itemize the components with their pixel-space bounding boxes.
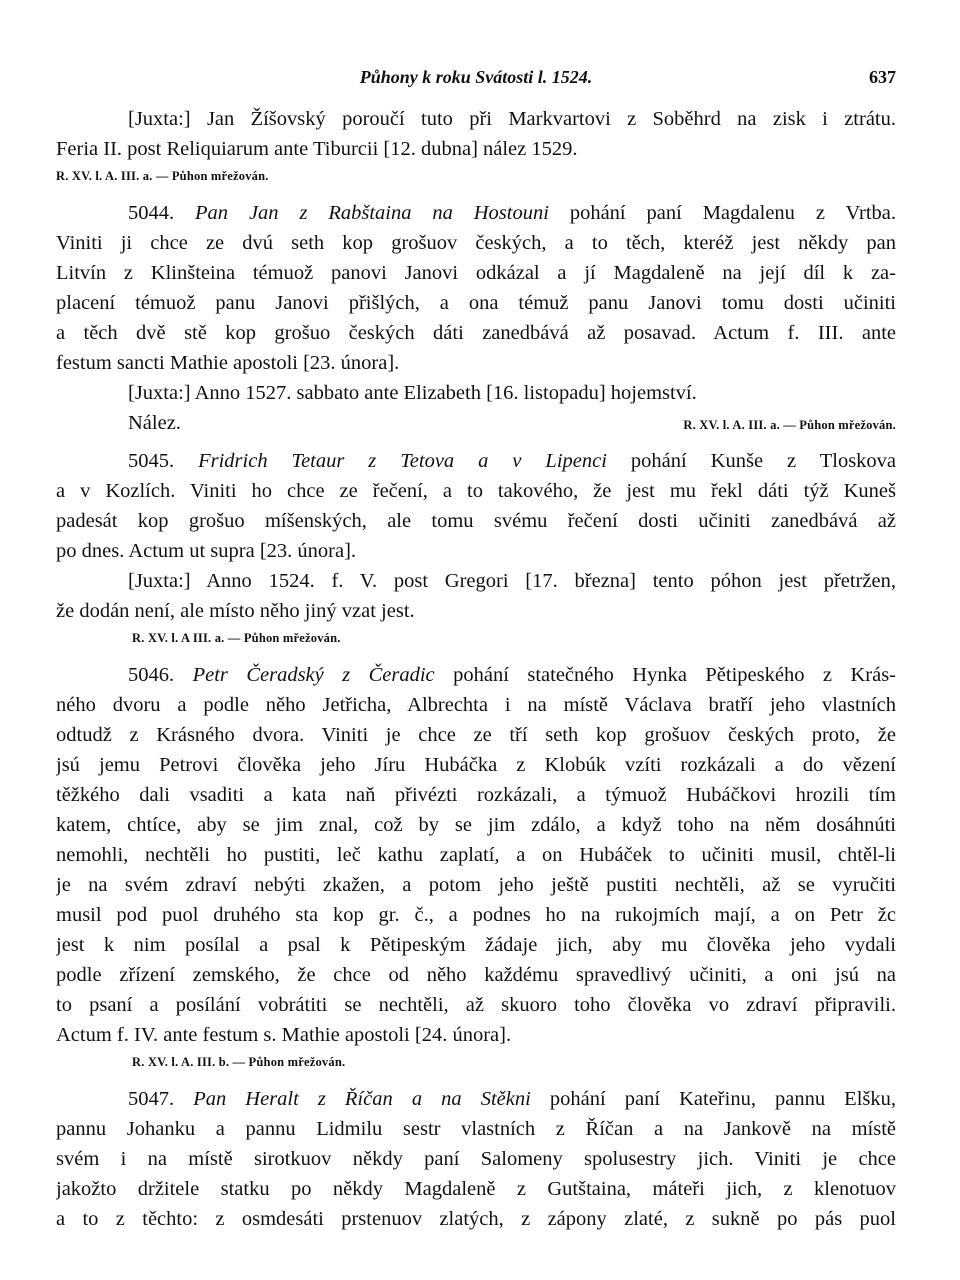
text-line: jsú jemu Petrovi člověka jeho Jíru Hubáčka z Klobúk vzíti rozkázali a do vězení	[56, 754, 896, 776]
text-line: pannu Johanku a pannu Lidmilu sestr vlastních z Říčan a na Jankově na místě	[56, 1118, 896, 1140]
source-reference: R. XV. l. A III. a. — Půhon mřežován.	[132, 631, 341, 645]
text-line: odtudž z Krásného dvora. Viniti je chce ze tří seth kop grošuov českých proto, že	[56, 724, 896, 746]
text-line: Litvín z Klinšteina témuož panovi Janovi odkázal a jí Magdaleně na její díl k za-	[56, 262, 896, 284]
entry-5046	[56, 660, 896, 1076]
source-reference: R. XV. l. A. III. b. — Půhon mřežován.	[132, 1055, 346, 1069]
text-line: a v Kozlích. Viniti ho chce ze řečení, a to takového, že jest mu řekl dáti týž Kuneš	[56, 480, 896, 502]
entry-first-line	[56, 660, 896, 690]
text-line: Feria II. post Reliquiarum ante Tiburcii [12. dubna] nález 1529.	[56, 138, 578, 160]
page-header	[56, 58, 896, 90]
text-line: a těch dvě stě kop grošuo českých dáti zanedbává až posavad. Actum f. III. ante	[56, 322, 896, 344]
text-line: Actum f. IV. ante festum s. Mathie apostoli [24. února].	[56, 1024, 512, 1046]
juxta-last: Nález.	[128, 412, 181, 434]
entry-first-rest: pohání Kunše z Tloskova	[630, 450, 896, 472]
text-line: katem, chtíce, aby se jim znal, což by se jim zdálo, a když toho na něm dosáhnúti	[56, 814, 896, 836]
entry-name: Pan Jan z Rabštaina na Hostouni	[195, 202, 549, 224]
entry-first-line	[56, 198, 896, 228]
text-line: [Juxta:] Jan Žíšovský poroučí tuto při Markvartovi z Soběhrd na zisk i ztrátu.	[128, 108, 896, 130]
text-line: těžkého dali vsaditi a kata naň přivézti rozkázali, a týmuož Hubáčkovi hrozili tím	[56, 784, 896, 806]
page-number: 637	[869, 67, 896, 87]
entry-first-rest: pohání paní Kateřinu, pannu Elšku,	[549, 1088, 896, 1110]
running-head: Půhony k roku Svátosti l. 1524.	[359, 67, 593, 87]
text-line: podle zřízení zemského, že chce od něho každému spravedlivý učiniti, a oni jsú na	[56, 964, 896, 986]
text-line: nemohli, nechtěli ho pustiti, leč kathu zaplatí, a on Hubáček to učiniti musil, chtěl-li	[56, 844, 896, 866]
source-reference: R. XV. l. A. III. a. — Půhon mřežován.	[56, 169, 269, 183]
entry-first-rest: pohání paní Magdalenu z Vrtba.	[569, 202, 896, 224]
text-line: je na svém zdraví nebýti zkažen, a potom jeho ještě pustiti nechtěli, až se vyručiti	[56, 874, 896, 896]
juxta-line: [Juxta:] Anno 1524. f. V. post Gregori [17. března] tento póhon jest přetržen,	[128, 570, 896, 592]
text-line: to psaní a posílání vobrátiti se nechtěli, až skuoro toho člověka vo zdraví připravili.	[56, 994, 896, 1016]
entry-first-line	[56, 446, 896, 476]
text-line: a to z těchto: z osmdesáti prstenuov zlatých, z zápony zlaté, z sukně po pás puol	[56, 1208, 896, 1230]
entry-5045	[56, 446, 896, 652]
entry-first-line	[56, 1084, 896, 1114]
entry-name: Petr Čeradský z Čeradic	[192, 664, 435, 686]
text-line: Viniti ji chce ze dvú seth kop grošuov českých, a to těch, kteréž jest někdy pan	[56, 232, 896, 254]
entry-first-rest: pohání statečného Hynka Pětipeského z Krás-	[453, 664, 896, 686]
text-line: jest k nim posílal a psal k Pětipeským žádaje jich, aby mu člověka jeho vydali	[56, 934, 896, 956]
entry-number: 5046.	[128, 664, 175, 686]
entry-number: 5045.	[128, 450, 175, 472]
text-line: musil pod puol druhého sta kop gr. č., a podnes ho na rukojmích mají, a on Petr žc	[56, 904, 896, 926]
text-line: festum sancti Mathie apostoli [23. února].	[56, 352, 400, 374]
entry-5044	[56, 198, 896, 438]
text-line: padesát kop grošuo míšenských, ale tomu svému řečení dosti učiniti zanedbává až	[56, 510, 896, 532]
entry-name: Pan Heralt z Říčan a na Stěkni	[193, 1088, 531, 1110]
text-line: ného dvoru a podle něho Jetřicha, Albrechta i na místě Václava bratří jeho vlastních	[56, 694, 896, 716]
text-line: jakožto držitele statku po někdy Magdaleně z Gutštaina, máteři jich, z klenotuov	[56, 1178, 896, 1200]
page	[56, 58, 896, 1234]
entry-name: Fridrich Tetaur z Tetova a v Lipenci	[198, 450, 607, 472]
juxta-line: že dodán není, ale místo něho jiný vzat jest.	[56, 600, 415, 622]
prev-entry	[56, 104, 896, 190]
entry-number: 5044.	[128, 202, 175, 224]
source-reference: R. XV. l. A. III. a. — Půhon mřežován.	[683, 418, 896, 432]
juxta-last-row	[56, 408, 896, 438]
text-line: placení témuož panu Janovi přišlých, a ona témuž panu Janovi tomu dosti učiniti	[56, 292, 896, 314]
juxta-line: [Juxta:] Anno 1527. sabbato ante Elizabeth [16. listopadu] hojemství.	[128, 382, 697, 404]
entry-5047	[56, 1084, 896, 1234]
text-line: po dnes. Actum ut supra [23. února].	[56, 540, 357, 562]
text-line: svém i na místě sirotkuov někdy paní Salomeny spolusestry jich. Viniti je chce	[56, 1148, 896, 1170]
entry-number: 5047.	[128, 1088, 175, 1110]
